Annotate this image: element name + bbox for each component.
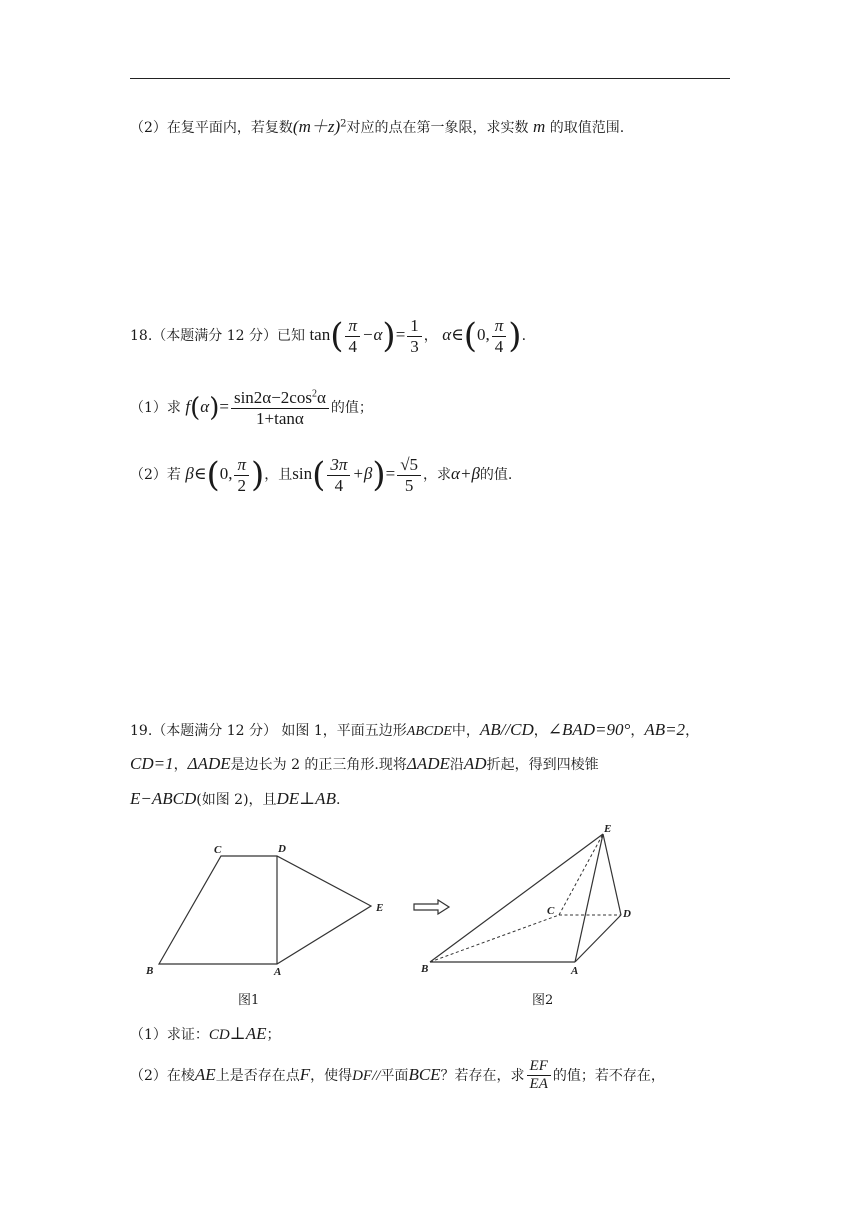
q19-line1 [130,720,699,740]
q17-part2-suffix: 对应的点在第一象限，求实数 [346,120,529,136]
q19-pyramid: E−ABCD [130,789,197,808]
q18-p1-eq: = [219,397,229,417]
q19-l1-d: ， [630,723,645,739]
q19-tri-ade-2: ΔADE [406,754,450,773]
q19-l1-e: ， [685,723,700,739]
q18-p2-prefix: （2）若 [130,467,181,484]
q19-angle-bad: ∠BAD=90° [547,720,631,739]
q19-p2-ef-over-ea: $\frac{EF}{EA}$ [527,1058,551,1094]
q19-ab-par-cd: AB//CD [479,720,534,739]
q18-p1-suffix: 的值； [330,400,373,417]
q19-line2 [130,754,599,774]
fig2-label-b: B [421,963,429,975]
q18-pi-over-4: $\frac{\pi}{4}$ [345,316,360,356]
q18-minus-alpha: −α [362,325,383,345]
q18-p2-mid: ，且 [264,467,293,484]
q18-p2-ask: ，求 [423,467,452,484]
q19-l2-d: 折起，得到四棱锥 [486,757,599,773]
q18-zero: 0, [477,325,490,345]
fig2-label-d: D [623,908,631,920]
q19-l3-a: (如图 2)，且 [196,792,277,808]
fig1-label-c: C [214,844,222,856]
q19-p2-prefix: （2）在棱 [130,1067,195,1084]
q18-p1-fraction: $\frac{\sin 2\alpha-2\cos^2\alpha}{1+\tan\alpha}$ [231,388,329,428]
q19-p2-c: ？若存在，求 [440,1067,525,1084]
q18-p1-prefix: （1）求 [130,400,181,417]
fig2-caption: 图2 [532,993,554,1008]
q18-p1-alpha: α [200,397,210,417]
q19-l2-b: 是边长为 2 的正三角形.现将 [230,757,407,773]
q18-p2-beta-in: β∈ [185,464,207,484]
q18-one-third: $\frac{1}{3}$ [407,316,422,356]
q19-l1-c: ， [533,723,548,739]
q19-p2-d: 的值；若不存在， [552,1067,665,1084]
q19-p2-a: 上是否存在点 [215,1067,300,1084]
q17-part2-end: 的取值范围. [549,120,625,136]
q18-alpha-in: α∈ [442,325,464,345]
q17-part2 [130,112,624,137]
q19-p2-df: DF// [352,1067,381,1084]
q18-p2-end: 的值. [479,467,513,484]
q18-p2-3pi-over-4: $\frac{3\pi}{4}$ [327,455,350,495]
q18-header-text: 18.（本题满分 12 分）已知 [130,328,305,345]
q18-p2-plus-beta: +β [352,464,373,484]
q18-p2-zero: 0, [219,464,233,484]
q17-part2-prefix: （2）在复平面内，若复数 [130,120,293,136]
q19-p2-ae: AE [194,1064,216,1084]
q18-period: . [521,328,527,345]
fig2-label-a: A [571,965,579,977]
q18-pi-over-4-b: $\frac{\pi}{4}$ [492,316,507,356]
fig1-caption: 图1 [238,993,260,1008]
header-rule [130,78,730,79]
q19-p2-bce: BCE [408,1064,441,1084]
q18-eq: = [395,325,406,345]
q18-p2-sin: sin [292,464,313,484]
q18-tan: tan [309,325,331,345]
q18-p1-f: f [185,397,191,417]
q19-abcde: ABCDE [406,724,452,739]
q19-p1-cd: CD [208,1027,230,1043]
q18-part1: （1）求 f(α)= $\frac{\sin 2\alpha-2\cos^2\alpha}{1+\tan\alpha}$ 的值； [130,388,373,428]
q19-cd-eq-1: CD=1 [130,754,174,773]
q19-de-perp-ab: DE⊥AB [276,789,336,808]
q18-header: 18.（本题满分 12 分）已知 tan( $\frac{\pi}{4}$ −α)= $\frac{1}{3}$ ， α∈(0, $\frac{\pi}{4}$ ). [130,316,527,357]
q17-part2-var: m [532,117,546,136]
q19-ab-eq-2: AB=2 [644,720,686,739]
fig2-label-e: E [604,823,612,835]
q19-p2-b: ，使得 [310,1067,353,1084]
q19-p1-end: ； [266,1027,281,1043]
q18-p2-eq: = [385,464,396,484]
figure-2-pyramid [418,822,648,982]
fig2-label-c: C [547,905,555,917]
q19-p2-plane: 平面 [380,1067,409,1084]
q17-part2-expr: (m＋z) [292,117,341,136]
q19-l3-end: . [335,792,341,808]
q18-p2-sqrt5-over-5: $\frac{√5}{5}$ [397,455,421,495]
q19-tri-ade: ΔADE [187,754,231,773]
q19-l2-c: 沿 [449,757,464,773]
q19-part1 [130,1024,281,1044]
q17-part2-exp: 2 [340,118,347,130]
q19-l2-a: ， [173,757,188,773]
q19-p2-f: F [299,1064,311,1084]
q19-line3 [130,789,340,809]
q18-part2: （2）若 β∈(0, $\frac{\pi}{2}$ )，且sin( $\frac{3\pi}{4}$ +β)= $\frac{√5}{5}$ ，求α+β的值. [130,455,513,496]
q19-ad: AD [463,754,487,773]
q18-p2-pi-over-2: $\frac{\pi}{2}$ [234,455,249,495]
fig1-label-b: B [146,965,154,977]
q19-p1-ae: AE [245,1024,267,1043]
q19-part2 [130,1058,665,1094]
fig1-label-d: D [278,843,286,855]
q19-p1-prefix: （1）求证： [130,1027,209,1043]
fig1-label-a: A [274,966,282,978]
q18-comma: ， [423,328,438,345]
figure-1-pentagon [140,838,400,983]
q18-p2-sum: α+β [451,464,480,484]
q19-l1-b: 中， [451,723,480,739]
fig1-label-e: E [376,902,384,914]
q19-p1-perp: ⊥ [229,1024,246,1043]
q19-l1-a: 19.（本题满分 12 分） 如图 1，平面五边形 [130,723,407,739]
